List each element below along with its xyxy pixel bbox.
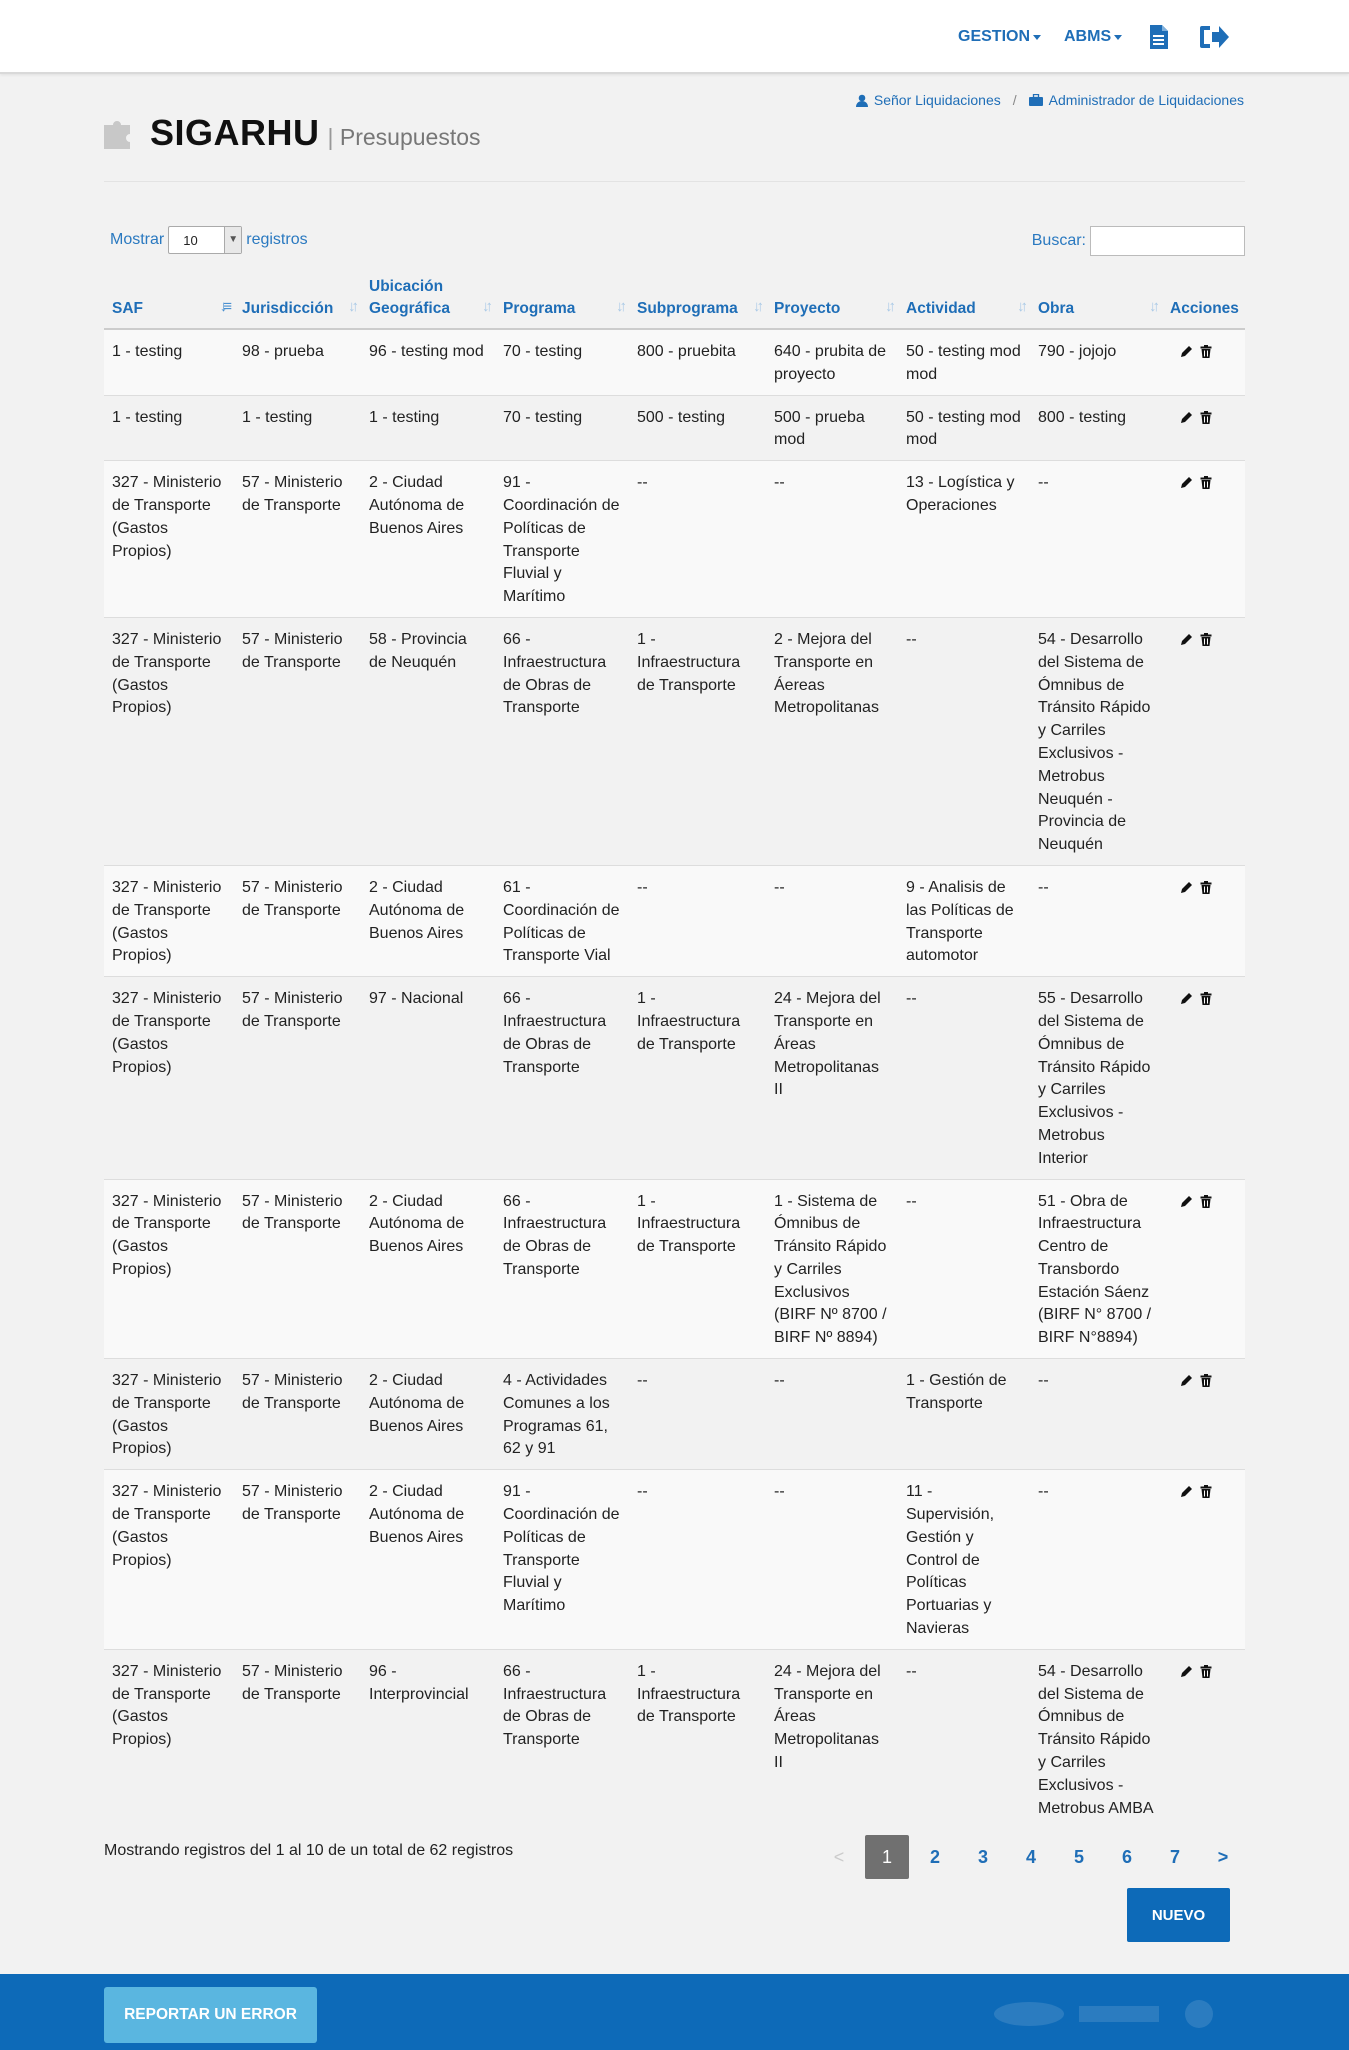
- table-cell: 57 - Ministerio de Transporte: [234, 1649, 361, 1828]
- table-cell: 66 - Infraestructura de Obras de Transporte: [495, 1649, 629, 1828]
- delete-icon[interactable]: [1200, 1193, 1219, 1210]
- edit-icon[interactable]: [1180, 990, 1200, 1007]
- table-cell: 2 - Ciudad Autónoma de Buenos Aires: [361, 865, 495, 976]
- footer-logo-icon: [989, 1994, 1229, 2034]
- table-cell: --: [629, 1470, 766, 1650]
- row-actions: [1162, 461, 1245, 618]
- table-row: [104, 977, 1245, 1179]
- table-cell: 1 - Gestión de Transporte: [898, 1359, 1030, 1470]
- delete-icon[interactable]: [1200, 343, 1219, 360]
- edit-icon[interactable]: [1180, 1193, 1200, 1210]
- user-icon: [856, 94, 868, 107]
- pagination-page[interactable]: 2: [929, 1846, 940, 1867]
- delete-icon[interactable]: [1200, 631, 1219, 648]
- table-cell: 57 - Ministerio de Transporte: [234, 977, 361, 1179]
- table-cell: --: [1030, 1470, 1162, 1650]
- table-row: [104, 1359, 1245, 1470]
- delete-icon[interactable]: [1200, 474, 1219, 491]
- sort-asc-icon: ↓≡: [219, 298, 228, 315]
- column-header[interactable]: Jurisdicción ↓↑: [234, 270, 361, 329]
- table-cell: 61 - Coordinación de Políticas de Transporte Vial: [495, 865, 629, 976]
- table-row: [104, 329, 1245, 395]
- top-navbar: [0, 0, 1349, 74]
- table-cell: 66 - Infraestructura de Obras de Transporte: [495, 617, 629, 865]
- search-input[interactable]: [1090, 226, 1245, 256]
- search-label: Buscar:: [1031, 232, 1086, 249]
- table-cell: --: [898, 977, 1030, 1179]
- sort-icon: ↓↑: [348, 298, 355, 315]
- nav-gestion-label: GESTION: [958, 28, 1031, 45]
- table-cell: 70 - testing: [495, 329, 629, 395]
- edit-icon[interactable]: [1180, 474, 1200, 491]
- table-cell: 1 - Infraestructura de Transporte: [629, 1179, 766, 1359]
- table-cell: --: [898, 1649, 1030, 1828]
- table-cell: 9 - Analisis de las Políticas de Transporte automotor: [898, 865, 1030, 976]
- table-cell: 327 - Ministerio de Transporte (Gastos Propios): [104, 865, 234, 976]
- table-row: [104, 1470, 1245, 1650]
- table-cell: 800 - pruebita: [629, 329, 766, 395]
- edit-icon[interactable]: [1180, 1663, 1200, 1680]
- table-cell: 4 - Actividades Comunes a los Programas 61, 62 y 91: [495, 1359, 629, 1470]
- delete-icon[interactable]: [1200, 879, 1219, 896]
- table-cell: 1 - Infraestructura de Transporte: [629, 977, 766, 1179]
- table-cell: 2 - Ciudad Autónoma de Buenos Aires: [361, 1470, 495, 1650]
- edit-icon[interactable]: [1180, 409, 1200, 426]
- table-cell: 97 - Nacional: [361, 977, 495, 1179]
- edit-icon[interactable]: [1180, 631, 1200, 648]
- table-cell: 58 - Provincia de Neuquén: [361, 617, 495, 865]
- table-cell: 11 - Supervisión, Gestión y Control de Políticas Portuarias y Navieras: [898, 1470, 1030, 1650]
- table-cell: 1 - testing: [104, 329, 234, 395]
- table-cell: 327 - Ministerio de Transporte (Gastos Propios): [104, 1649, 234, 1828]
- breadcrumb-role[interactable]: Administrador de Liquidaciones: [1048, 92, 1244, 108]
- table-cell: 800 - testing: [1030, 395, 1162, 461]
- table-cell: 790 - jojojo: [1030, 329, 1162, 395]
- pagination-page[interactable]: 7: [1169, 1846, 1180, 1867]
- column-header[interactable]: Ubicación Geográfica ↓↑: [361, 270, 495, 329]
- puzzle-icon: [104, 117, 140, 149]
- table-row: [104, 461, 1245, 618]
- table-cell: 327 - Ministerio de Transporte (Gastos Propios): [104, 1470, 234, 1650]
- table-cell: 1 - Infraestructura de Transporte: [629, 617, 766, 865]
- edit-icon[interactable]: [1180, 1372, 1200, 1389]
- footer: [0, 1974, 1349, 2050]
- table-cell: 96 - Interprovincial: [361, 1649, 495, 1828]
- table-row: [104, 617, 1245, 865]
- pagination-page[interactable]: 1: [865, 1835, 909, 1879]
- pagination-page[interactable]: 3: [977, 1846, 988, 1867]
- table-cell: 2 - Ciudad Autónoma de Buenos Aires: [361, 1179, 495, 1359]
- table-cell: 2 - Mejora del Transporte en Áereas Metropolitanas: [766, 617, 898, 865]
- column-header: Acciones: [1162, 270, 1245, 329]
- table-row: [104, 865, 1245, 976]
- table-cell: 1 - Sistema de Ómnibus de Tránsito Rápido y Carriles Exclusivos (BIRF Nº 8700 / BIRF Nº 8894): [766, 1179, 898, 1359]
- column-header[interactable]: Subprograma ↓↑: [629, 270, 766, 329]
- table-cell: 91 - Coordinación de Políticas de Transporte Fluvial y Marítimo: [495, 1470, 629, 1650]
- caret-down-icon: [1033, 35, 1041, 40]
- column-header[interactable]: Proyecto ↓↑: [766, 270, 898, 329]
- table-cell: 1 - testing: [234, 395, 361, 461]
- table-cell: --: [898, 1179, 1030, 1359]
- table-cell: --: [1030, 865, 1162, 976]
- column-header[interactable]: SAF ↓≡: [104, 270, 234, 329]
- caret-down-icon: [1114, 35, 1122, 40]
- table-cell: 70 - testing: [495, 395, 629, 461]
- table-row: [104, 1649, 1245, 1828]
- table-cell: 54 - Desarrollo del Sistema de Ómnibus de Tránsito Rápido y Carriles Exclusivos - Metrobus Neuquén - Provincia de Neuquén: [1030, 617, 1162, 865]
- table-cell: 66 - Infraestructura de Obras de Transporte: [495, 977, 629, 1179]
- table-cell: 50 - testing mod mod: [898, 395, 1030, 461]
- row-actions: [1162, 977, 1245, 1179]
- page-title: [104, 112, 481, 154]
- edit-icon[interactable]: [1180, 1483, 1200, 1500]
- table-cell: 91 - Coordinación de Políticas de Transporte Fluvial y Marítimo: [495, 461, 629, 618]
- table-cell: --: [766, 865, 898, 976]
- row-actions: [1162, 1359, 1245, 1470]
- table-cell: 54 - Desarrollo del Sistema de Ómnibus de Tránsito Rápido y Carriles Exclusivos - Metrobus AMBA: [1030, 1649, 1162, 1828]
- row-actions: [1162, 329, 1245, 395]
- table-cell: 327 - Ministerio de Transporte (Gastos Propios): [104, 1359, 234, 1470]
- sort-icon: ↓↑: [753, 298, 760, 315]
- table-cell: --: [629, 1359, 766, 1470]
- table-cell: --: [766, 1470, 898, 1650]
- delete-icon[interactable]: [1200, 409, 1219, 426]
- sort-icon: ↓↑: [1149, 298, 1156, 315]
- table-cell: 51 - Obra de Infraestructura Centro de Transbordo Estación Sáenz (BIRF N° 8700 / BIRF N°8894): [1030, 1179, 1162, 1359]
- edit-icon[interactable]: [1180, 879, 1200, 896]
- column-header[interactable]: Obra ↓↑: [1030, 270, 1162, 329]
- length-select[interactable]: 10 ▼: [168, 226, 242, 254]
- table-cell: --: [766, 1359, 898, 1470]
- row-actions: [1162, 865, 1245, 976]
- table-cell: 327 - Ministerio de Transporte (Gastos Propios): [104, 461, 234, 618]
- row-actions: [1162, 1179, 1245, 1359]
- report-error-button[interactable]: REPORTAR UN ERROR: [104, 1987, 317, 2043]
- table-info: Mostrando registros del 1 al 10 de un total de 62 registros: [104, 1842, 514, 1859]
- row-actions: [1162, 1649, 1245, 1828]
- table-cell: 1 - Infraestructura de Transporte: [629, 1649, 766, 1828]
- column-header[interactable]: Programa ↓↑: [495, 270, 629, 329]
- table-cell: 327 - Ministerio de Transporte (Gastos Propios): [104, 1179, 234, 1359]
- table-cell: 57 - Ministerio de Transporte: [234, 1359, 361, 1470]
- length-label: Mostrar: [110, 231, 165, 248]
- table-cell: 57 - Ministerio de Transporte: [234, 617, 361, 865]
- search-control: [1032, 226, 1245, 256]
- row-actions: [1162, 1470, 1245, 1650]
- table-cell: --: [1030, 1359, 1162, 1470]
- table-cell: 50 - testing mod mod: [898, 329, 1030, 395]
- nav-abms[interactable]: [1064, 0, 1122, 74]
- pagination-next[interactable]: >: [1217, 1846, 1229, 1867]
- table-row: [104, 1179, 1245, 1359]
- table-cell: 640 - prubita de proyecto: [766, 329, 898, 395]
- pagination: [813, 1835, 1245, 1879]
- table-cell: 24 - Mejora del Transporte en Áreas Metropolitanas II: [766, 1649, 898, 1828]
- delete-icon[interactable]: [1200, 1663, 1219, 1680]
- nav-gestion[interactable]: [958, 0, 1041, 74]
- table-row: [104, 395, 1245, 461]
- briefcase-icon: [1029, 94, 1043, 106]
- delete-icon[interactable]: [1200, 1483, 1219, 1500]
- document-icon[interactable]: [1148, 0, 1170, 74]
- sort-icon: ↓↑: [885, 298, 892, 315]
- table-cell: 57 - Ministerio de Transporte: [234, 1470, 361, 1650]
- table-cell: --: [629, 461, 766, 618]
- nav-abms-label: ABMS: [1064, 28, 1112, 45]
- delete-icon[interactable]: [1200, 990, 1219, 1007]
- table-cell: 327 - Ministerio de Transporte (Gastos Propios): [104, 617, 234, 865]
- table-cell: 500 - prueba mod: [766, 395, 898, 461]
- column-header[interactable]: Actividad ↓↑: [898, 270, 1030, 329]
- breadcrumb: [856, 92, 1244, 108]
- logout-icon[interactable]: [1198, 0, 1230, 74]
- pagination-page[interactable]: 6: [1121, 1846, 1132, 1867]
- table-cell: 500 - testing: [629, 395, 766, 461]
- budget-table: [104, 270, 1245, 1828]
- table-cell: 2 - Ciudad Autónoma de Buenos Aires: [361, 1359, 495, 1470]
- page-subtitle: | Presupuestos: [327, 124, 481, 150]
- sort-icon: ↓↑: [616, 298, 623, 315]
- breadcrumb-user[interactable]: Señor Liquidaciones: [873, 92, 1001, 108]
- table-cell: 1 - testing: [361, 395, 495, 461]
- table-cell: 66 - Infraestructura de Obras de Transporte: [495, 1179, 629, 1359]
- sort-icon: ↓↑: [482, 298, 489, 315]
- table-cell: 98 - prueba: [234, 329, 361, 395]
- table-cell: 13 - Logística y Operaciones: [898, 461, 1030, 618]
- new-button[interactable]: NUEVO: [1127, 1888, 1230, 1942]
- pagination-page[interactable]: 4: [1025, 1846, 1036, 1867]
- delete-icon[interactable]: [1200, 1372, 1219, 1389]
- breadcrumb-separator: /: [1012, 92, 1017, 108]
- table-cell: --: [898, 617, 1030, 865]
- table-cell: --: [1030, 461, 1162, 618]
- pagination-prev[interactable]: <: [833, 1846, 845, 1867]
- table-cell: 57 - Ministerio de Transporte: [234, 1179, 361, 1359]
- edit-icon[interactable]: [1180, 343, 1200, 360]
- length-label-suffix: registros: [246, 231, 308, 248]
- table-cell: --: [629, 865, 766, 976]
- table-cell: 2 - Ciudad Autónoma de Buenos Aires: [361, 461, 495, 618]
- pagination-page[interactable]: 5: [1073, 1846, 1084, 1867]
- table-cell: 96 - testing mod: [361, 329, 495, 395]
- row-actions: [1162, 617, 1245, 865]
- app-title: SIGARHU: [150, 112, 320, 153]
- table-cell: 57 - Ministerio de Transporte: [234, 461, 361, 618]
- sort-icon: ↓↑: [1017, 298, 1024, 315]
- table-cell: 1 - testing: [104, 395, 234, 461]
- row-actions: [1162, 395, 1245, 461]
- table-cell: 327 - Ministerio de Transporte (Gastos Propios): [104, 977, 234, 1179]
- chevron-down-icon: ▼: [224, 227, 241, 253]
- table-cell: 57 - Ministerio de Transporte: [234, 865, 361, 976]
- table-cell: 24 - Mejora del Transporte en Áreas Metropolitanas II: [766, 977, 898, 1179]
- divider: [104, 181, 1245, 182]
- length-control: [110, 226, 308, 254]
- table-cell: --: [766, 461, 898, 618]
- table-cell: 55 - Desarrollo del Sistema de Ómnibus de Tránsito Rápido y Carriles Exclusivos - Metrobus Interior: [1030, 977, 1162, 1179]
